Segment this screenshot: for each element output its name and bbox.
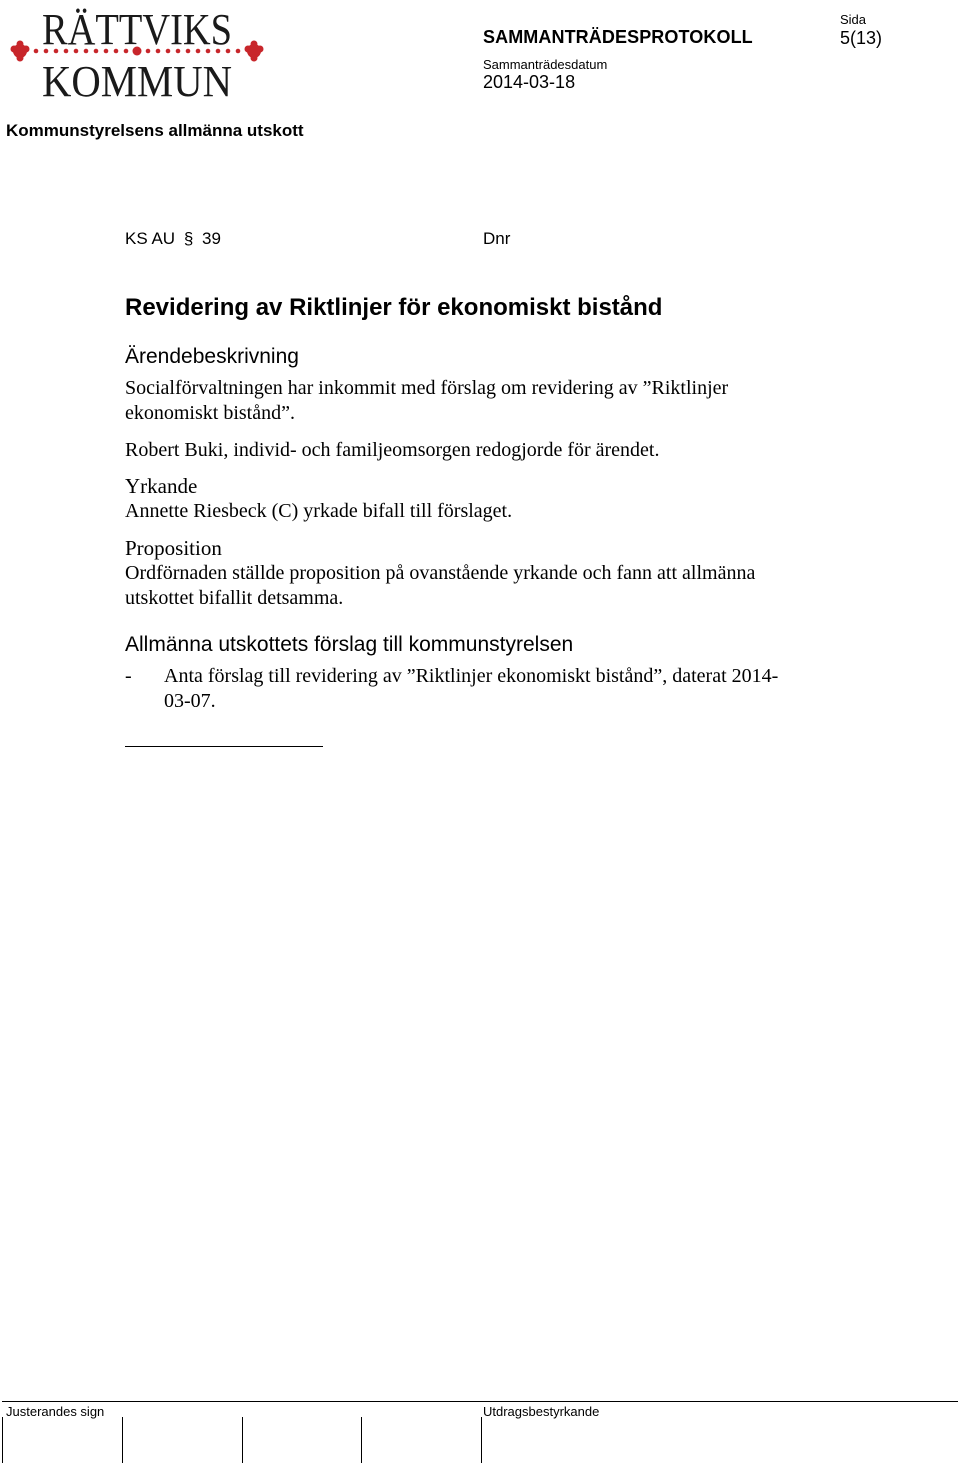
forslag-item: Anta förslag till revidering av ”Riktlinjer ekonomiskt bistånd”, daterat 2014-03-07. <box>164 665 779 712</box>
arende-heading: Ärendebeskrivning <box>125 345 299 368</box>
signature-box-divider <box>242 1417 243 1463</box>
yrkande-text: Annette Riesbeck (C) yrkade bifall till förslaget. <box>125 500 513 522</box>
municipality-logo <box>6 4 268 100</box>
arende-text: Socialförvaltningen har inkommit med förslag om revidering av ”Riktlinjer ekonomiskt bistånd”. <box>125 377 729 424</box>
meeting-date-label: Sammanträdesdatum <box>483 57 608 72</box>
forslag-heading: Allmänna utskottets förslag till kommunstyrelsen <box>125 633 574 656</box>
page-number: 5(13) <box>840 28 883 48</box>
signature-box-divider <box>481 1417 482 1463</box>
signature-box-divider <box>361 1417 362 1463</box>
forslag-bullet: - <box>125 665 132 687</box>
signature-box-divider <box>2 1417 3 1463</box>
dnr-label: Dnr <box>483 229 511 248</box>
logo-line-2: KOMMUN <box>42 57 232 100</box>
case-reference <box>125 229 221 249</box>
footer-rule <box>2 1401 958 1402</box>
case-prefix: KS AU <box>125 229 176 248</box>
meeting-date: 2014-03-18 <box>483 72 576 92</box>
proposition-heading: Proposition <box>125 536 222 560</box>
proposition-text: Ordförnaden ställde proposition på ovanstående yrkande och fann att allmänna utskottet bifallit detsamma. <box>125 562 756 609</box>
case-title: Revidering av Riktlinjer för ekonomiskt bistånd <box>125 294 663 321</box>
yrkande-heading: Yrkande <box>125 474 198 498</box>
committee-name: Kommunstyrelsens allmänna utskott <box>6 121 304 140</box>
section-symbol: § <box>183 229 194 248</box>
robert-text: Robert Buki, individ- och familjeomsorgen redogjorde för ärendet. <box>125 439 660 461</box>
footer-extract-label: Utdragsbestyrkande <box>483 1404 600 1419</box>
case-number: 39 <box>202 229 221 248</box>
document-type: SAMMANTRÄDESPROTOKOLL <box>483 27 753 47</box>
signature-box-divider <box>122 1417 123 1463</box>
page-label: Sida <box>840 12 867 27</box>
logo-line-1: RÄTTVIKS <box>42 5 232 54</box>
footer-sign-label: Justerandes sign <box>6 1404 105 1419</box>
section-end-rule <box>125 746 323 747</box>
